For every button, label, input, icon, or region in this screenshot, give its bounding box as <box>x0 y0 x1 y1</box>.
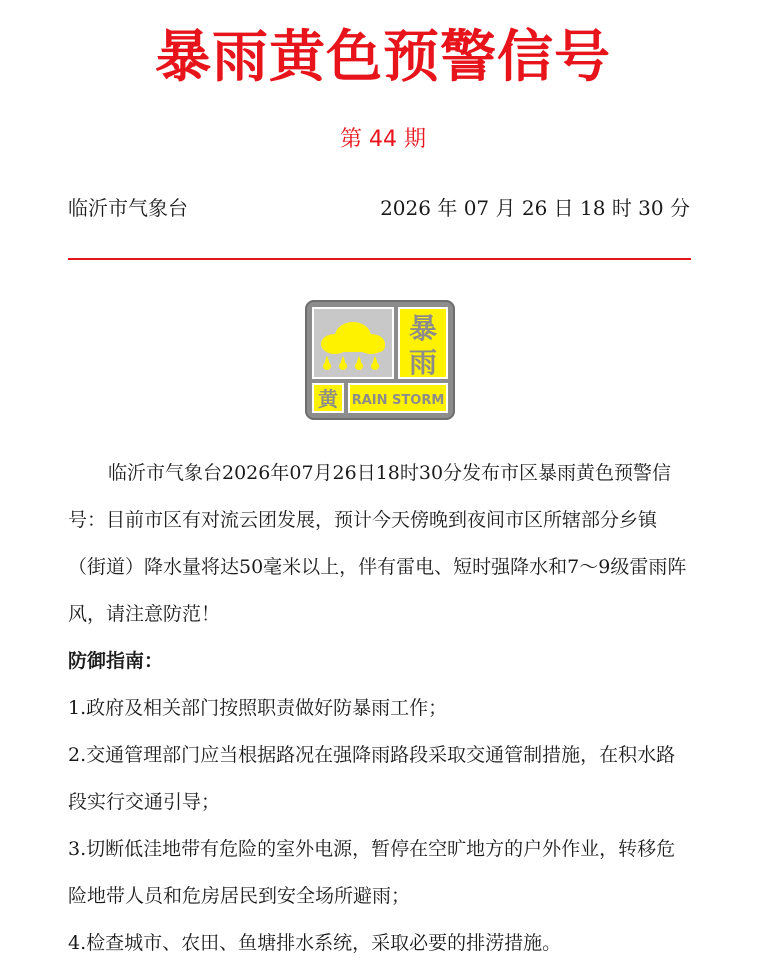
char-bottom: 雨 <box>408 346 438 379</box>
guide-item-4: 4.检查城市、农田、鱼塘排水系统，采取必要的排涝措施。 <box>68 932 562 954</box>
rainstorm-yellow-warning-icon <box>305 300 455 420</box>
issue-number: 第 44 期 <box>340 127 426 152</box>
guide-item-2: 2.交通管理部门应当根据路况在强降雨路段采取交通管制措施，在积水路段实行交通引导； <box>68 744 676 813</box>
issue-datetime: 2026 年 07 月 26 日 18 时 30 分 <box>380 196 690 220</box>
page-title: 暴雨黄色预警信号 <box>155 25 611 90</box>
guide-item-1: 1.政府及相关部门按照职责做好防暴雨工作； <box>68 697 448 719</box>
warning-paragraph: 临沂市气象台2026年07月26日18时30分发布市区暴雨黄色预警信号：目前市区有对流云团发展，预计今天傍晚到夜间市区所辖部分乡镇（街道）降水量将达50毫米以上，伴有雷电、短时强降水和7～9级雷雨阵风，请注意防范！ <box>68 462 687 625</box>
english-label: RAIN STORM <box>351 393 445 408</box>
guide-heading: 防御指南： <box>68 650 164 672</box>
bulletin-body <box>68 450 691 967</box>
guide-item-3: 3.切断低洼地带有危险的室外电源，暂停在空旷地方的户外作业，转移危险地带人员和危房居民到安全场所避雨； <box>68 838 676 907</box>
red-divider <box>68 258 691 260</box>
char-top: 暴 <box>408 312 438 345</box>
level-char: 黄 <box>318 387 338 411</box>
issuer: 临沂市气象台 <box>68 196 188 220</box>
